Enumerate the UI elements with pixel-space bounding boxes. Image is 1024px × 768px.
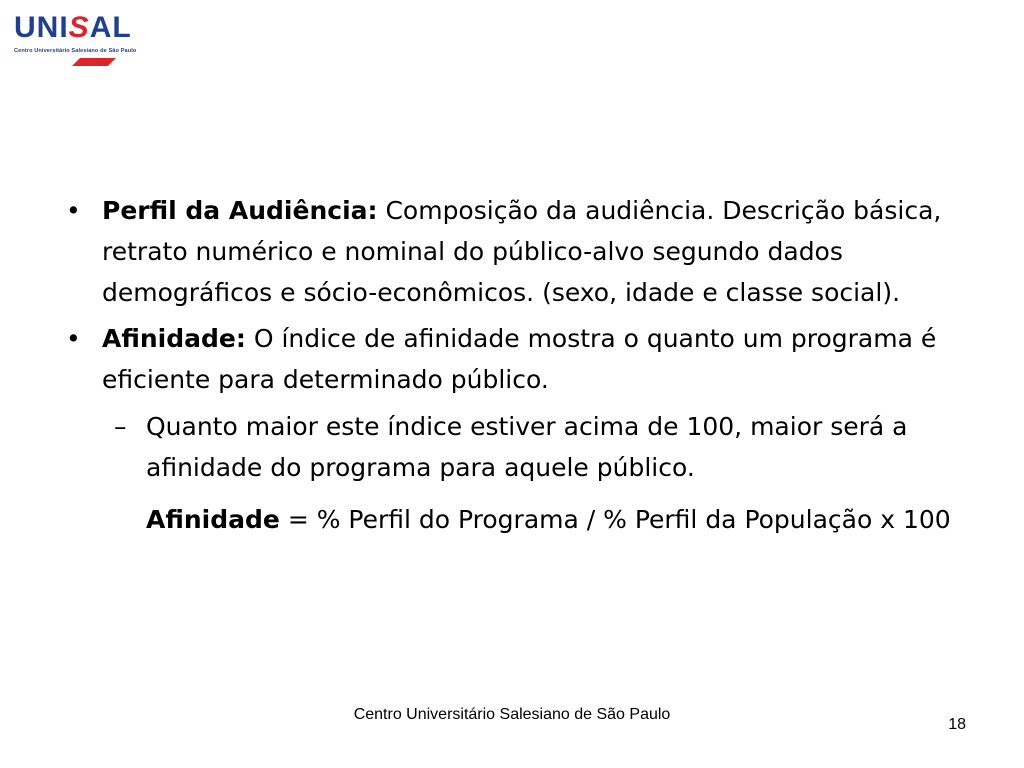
sub-bullet-indice	[62, 406, 962, 488]
logo-wordmark: UNISAL	[14, 11, 132, 44]
afinidade-formula	[62, 499, 962, 540]
footer-text: Centro Universitário Salesiano de São Paulo	[353, 706, 671, 723]
slide-body	[62, 190, 962, 540]
dash-marker: –	[114, 412, 127, 441]
page-number: 18	[948, 716, 966, 733]
bullet-marker: •	[66, 324, 81, 353]
bullet-marker: •	[66, 196, 81, 225]
bullet-label: Perfil da Audiência:	[102, 196, 378, 225]
bullet-label: Afinidade:	[102, 324, 246, 353]
bullet-text: Composição da audiência. Descrição básica, retrato numérico e nominal do público-alvo segundo dados demográficos e sócio-econômicos. (sexo, idade e classe social).	[102, 196, 942, 307]
logo-tagline: Centro Universitário Salesiano de São Paulo	[14, 48, 137, 54]
formula-text: = % Perfil do Programa / % Perfil da População x 100	[279, 505, 951, 534]
bullet-afinidade	[62, 318, 962, 400]
logo-swoosh-icon	[72, 58, 116, 66]
sub-bullet-text: Quanto maior este índice estiver acima de 100, maior será a afinidade do programa para aquele público.	[146, 412, 908, 482]
bullet-text: O índice de afinidade mostra o quanto um programa é eficiente para determinado público.	[102, 324, 937, 394]
bullet-perfil-audiencia	[62, 190, 962, 313]
formula-label: Afinidade	[146, 505, 280, 534]
unisal-logo	[14, 10, 136, 68]
